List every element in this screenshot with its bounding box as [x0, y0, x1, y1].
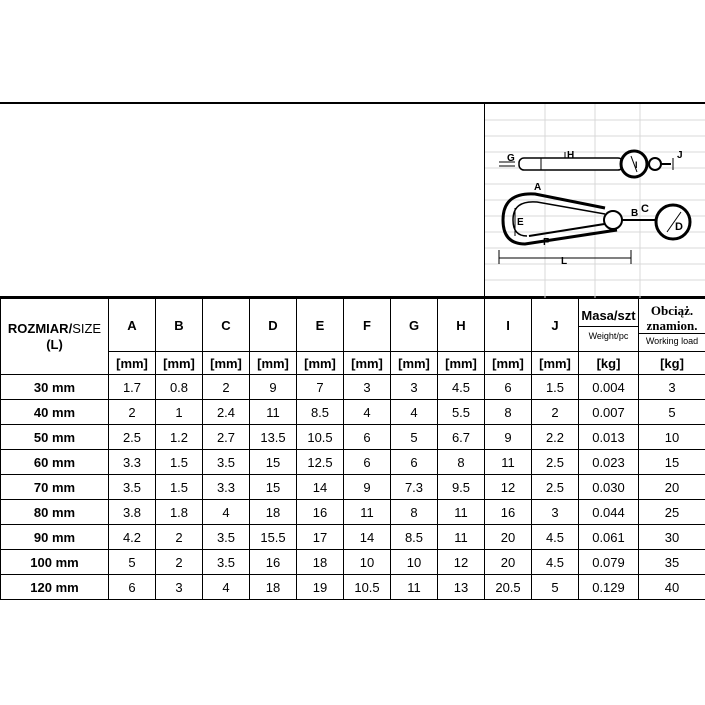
- cell-c: 3.5: [203, 450, 250, 475]
- cell-mass: 0.013: [579, 425, 639, 450]
- unit-i: [mm]: [485, 352, 532, 375]
- cell-d: 18: [250, 500, 297, 525]
- cell-e: 12.5: [297, 450, 344, 475]
- unit-h: [mm]: [438, 352, 485, 375]
- table-row: [1, 550, 705, 575]
- load-header: [639, 299, 705, 352]
- cell-g: 6: [391, 450, 438, 475]
- cell-h: 12: [438, 550, 485, 575]
- table-row: [1, 525, 705, 550]
- size-header: [1, 299, 109, 375]
- cell-i: 16: [485, 500, 532, 525]
- cell-g: 3: [391, 375, 438, 400]
- cell-mass: 0.004: [579, 375, 639, 400]
- cell-d: 11: [250, 400, 297, 425]
- cell-i: 20: [485, 525, 532, 550]
- cell-g: 8: [391, 500, 438, 525]
- table-row: [1, 425, 705, 450]
- spec-sheet: [0, 102, 705, 602]
- row-size: 90 mm: [1, 525, 109, 550]
- unit-c: [mm]: [203, 352, 250, 375]
- cell-i: 6: [485, 375, 532, 400]
- cell-b: 3: [156, 575, 203, 600]
- cell-c: 4: [203, 575, 250, 600]
- cell-e: 19: [297, 575, 344, 600]
- cell-a: 6: [109, 575, 156, 600]
- diagram-label-f: F: [543, 237, 550, 248]
- unit-mass: [kg]: [579, 352, 639, 375]
- cell-b: 1: [156, 400, 203, 425]
- header-band: [0, 102, 705, 298]
- size-header-label-en: SIZE: [72, 320, 102, 336]
- diagram-label-i: I: [635, 160, 638, 170]
- cell-mass: 0.079: [579, 550, 639, 575]
- cell-g: 4: [391, 400, 438, 425]
- cell-load: 40: [639, 575, 705, 600]
- cell-d: 13.5: [250, 425, 297, 450]
- cell-f: 3: [344, 375, 391, 400]
- snap-hook-diagram: [484, 104, 705, 298]
- cell-j: 2.5: [532, 450, 579, 475]
- cell-b: 0.8: [156, 375, 203, 400]
- cell-b: 1.5: [156, 475, 203, 500]
- unit-f: [mm]: [344, 352, 391, 375]
- col-header-j: J: [532, 299, 579, 352]
- load-header-label-2: znamion.: [646, 317, 698, 333]
- cell-g: 7.3: [391, 475, 438, 500]
- cell-j: 1.5: [532, 375, 579, 400]
- spec-table: [0, 298, 705, 600]
- cell-h: 8: [438, 450, 485, 475]
- cell-b: 1.8: [156, 500, 203, 525]
- size-header-unit: (L): [46, 336, 63, 352]
- cell-e: 14: [297, 475, 344, 500]
- table-row: [1, 375, 705, 400]
- cell-b: 1.2: [156, 425, 203, 450]
- cell-a: 5: [109, 550, 156, 575]
- cell-h: 11: [438, 500, 485, 525]
- mass-header-label: Masa/szt: [581, 307, 636, 323]
- diagram-label-d: D: [675, 221, 683, 233]
- cell-a: 2.5: [109, 425, 156, 450]
- cell-b: 2: [156, 550, 203, 575]
- cell-h: 5.5: [438, 400, 485, 425]
- cell-j: 3: [532, 500, 579, 525]
- col-header-b: B: [156, 299, 203, 352]
- size-header-label: ROZMIAR/: [7, 320, 73, 336]
- unit-g: [mm]: [391, 352, 438, 375]
- cell-j: 5: [532, 575, 579, 600]
- cell-f: 10.5: [344, 575, 391, 600]
- cell-a: 4.2: [109, 525, 156, 550]
- cell-load: 3: [639, 375, 705, 400]
- row-size: 50 mm: [1, 425, 109, 450]
- table-row: [1, 500, 705, 525]
- diagram-label-l: L: [561, 256, 568, 267]
- cell-mass: 0.030: [579, 475, 639, 500]
- cell-c: 2.7: [203, 425, 250, 450]
- col-header-f: F: [344, 299, 391, 352]
- cell-e: 16: [297, 500, 344, 525]
- cell-e: 7: [297, 375, 344, 400]
- cell-c: 3.5: [203, 525, 250, 550]
- cell-h: 6.7: [438, 425, 485, 450]
- cell-c: 3.3: [203, 475, 250, 500]
- diagram-label-b: B: [631, 208, 639, 219]
- cell-load: 5: [639, 400, 705, 425]
- cell-e: 17: [297, 525, 344, 550]
- unit-a: [mm]: [109, 352, 156, 375]
- cell-f: 6: [344, 425, 391, 450]
- row-size: 100 mm: [1, 550, 109, 575]
- cell-h: 11: [438, 525, 485, 550]
- cell-i: 12: [485, 475, 532, 500]
- cell-g: 8.5: [391, 525, 438, 550]
- cell-b: 2: [156, 525, 203, 550]
- cell-h: 13: [438, 575, 485, 600]
- unit-d: [mm]: [250, 352, 297, 375]
- cell-load: 15: [639, 450, 705, 475]
- diagram-label-j: J: [677, 150, 683, 161]
- cell-mass: 0.044: [579, 500, 639, 525]
- mass-header: [579, 299, 639, 352]
- table-row: [1, 575, 705, 600]
- row-size: 80 mm: [1, 500, 109, 525]
- cell-j: 2.2: [532, 425, 579, 450]
- cell-a: 2: [109, 400, 156, 425]
- cell-i: 20.5: [485, 575, 532, 600]
- cell-i: 9: [485, 425, 532, 450]
- cell-i: 20: [485, 550, 532, 575]
- cell-d: 15.5: [250, 525, 297, 550]
- load-header-sub: Working load: [639, 333, 705, 348]
- cell-load: 30: [639, 525, 705, 550]
- cell-f: 6: [344, 450, 391, 475]
- unit-j: [mm]: [532, 352, 579, 375]
- cell-c: 4: [203, 500, 250, 525]
- diagram-label-h: H: [567, 150, 575, 161]
- cell-g: 10: [391, 550, 438, 575]
- cell-g: 11: [391, 575, 438, 600]
- cell-load: 20: [639, 475, 705, 500]
- diagram-label-g: G: [507, 153, 515, 164]
- cell-f: 10: [344, 550, 391, 575]
- row-size: 40 mm: [1, 400, 109, 425]
- cell-mass: 0.023: [579, 450, 639, 475]
- diagram-label-c: C: [641, 203, 649, 215]
- cell-j: 4.5: [532, 550, 579, 575]
- cell-mass: 0.129: [579, 575, 639, 600]
- cell-c: 2.4: [203, 400, 250, 425]
- cell-f: 9: [344, 475, 391, 500]
- table-row: [1, 450, 705, 475]
- col-header-a: A: [109, 299, 156, 352]
- cell-f: 14: [344, 525, 391, 550]
- cell-d: 15: [250, 475, 297, 500]
- col-header-c: C: [203, 299, 250, 352]
- cell-h: 4.5: [438, 375, 485, 400]
- cell-load: 10: [639, 425, 705, 450]
- row-size: 120 mm: [1, 575, 109, 600]
- cell-a: 3.8: [109, 500, 156, 525]
- cell-j: 2: [532, 400, 579, 425]
- row-size: 60 mm: [1, 450, 109, 475]
- cell-mass: 0.007: [579, 400, 639, 425]
- cell-e: 8.5: [297, 400, 344, 425]
- diagram-label-a: A: [534, 182, 542, 193]
- unit-e: [mm]: [297, 352, 344, 375]
- cell-d: 18: [250, 575, 297, 600]
- mass-header-sub: Weight/pc: [579, 326, 638, 345]
- col-header-g: G: [391, 299, 438, 352]
- diagram-label-e: E: [517, 217, 524, 228]
- col-header-h: H: [438, 299, 485, 352]
- cell-i: 8: [485, 400, 532, 425]
- col-header-e: E: [297, 299, 344, 352]
- col-header-i: I: [485, 299, 532, 352]
- unit-b: [mm]: [156, 352, 203, 375]
- cell-b: 1.5: [156, 450, 203, 475]
- cell-e: 10.5: [297, 425, 344, 450]
- cell-e: 18: [297, 550, 344, 575]
- cell-j: 4.5: [532, 525, 579, 550]
- cell-j: 2.5: [532, 475, 579, 500]
- row-size: 70 mm: [1, 475, 109, 500]
- dimension-drawing-icon: [485, 104, 705, 298]
- cell-load: 35: [639, 550, 705, 575]
- unit-load: [kg]: [639, 352, 705, 375]
- cell-d: 9: [250, 375, 297, 400]
- table-row: [1, 475, 705, 500]
- cell-g: 5: [391, 425, 438, 450]
- cell-load: 25: [639, 500, 705, 525]
- cell-c: 2: [203, 375, 250, 400]
- cell-f: 11: [344, 500, 391, 525]
- cell-a: 3.5: [109, 475, 156, 500]
- cell-d: 15: [250, 450, 297, 475]
- cell-a: 1.7: [109, 375, 156, 400]
- table-row: [1, 400, 705, 425]
- load-header-label-1: Obciąż.: [650, 302, 694, 318]
- cell-d: 16: [250, 550, 297, 575]
- cell-i: 11: [485, 450, 532, 475]
- cell-h: 9.5: [438, 475, 485, 500]
- cell-mass: 0.061: [579, 525, 639, 550]
- cell-c: 3.5: [203, 550, 250, 575]
- col-header-d: D: [250, 299, 297, 352]
- cell-a: 3.3: [109, 450, 156, 475]
- row-size: 30 mm: [1, 375, 109, 400]
- cell-f: 4: [344, 400, 391, 425]
